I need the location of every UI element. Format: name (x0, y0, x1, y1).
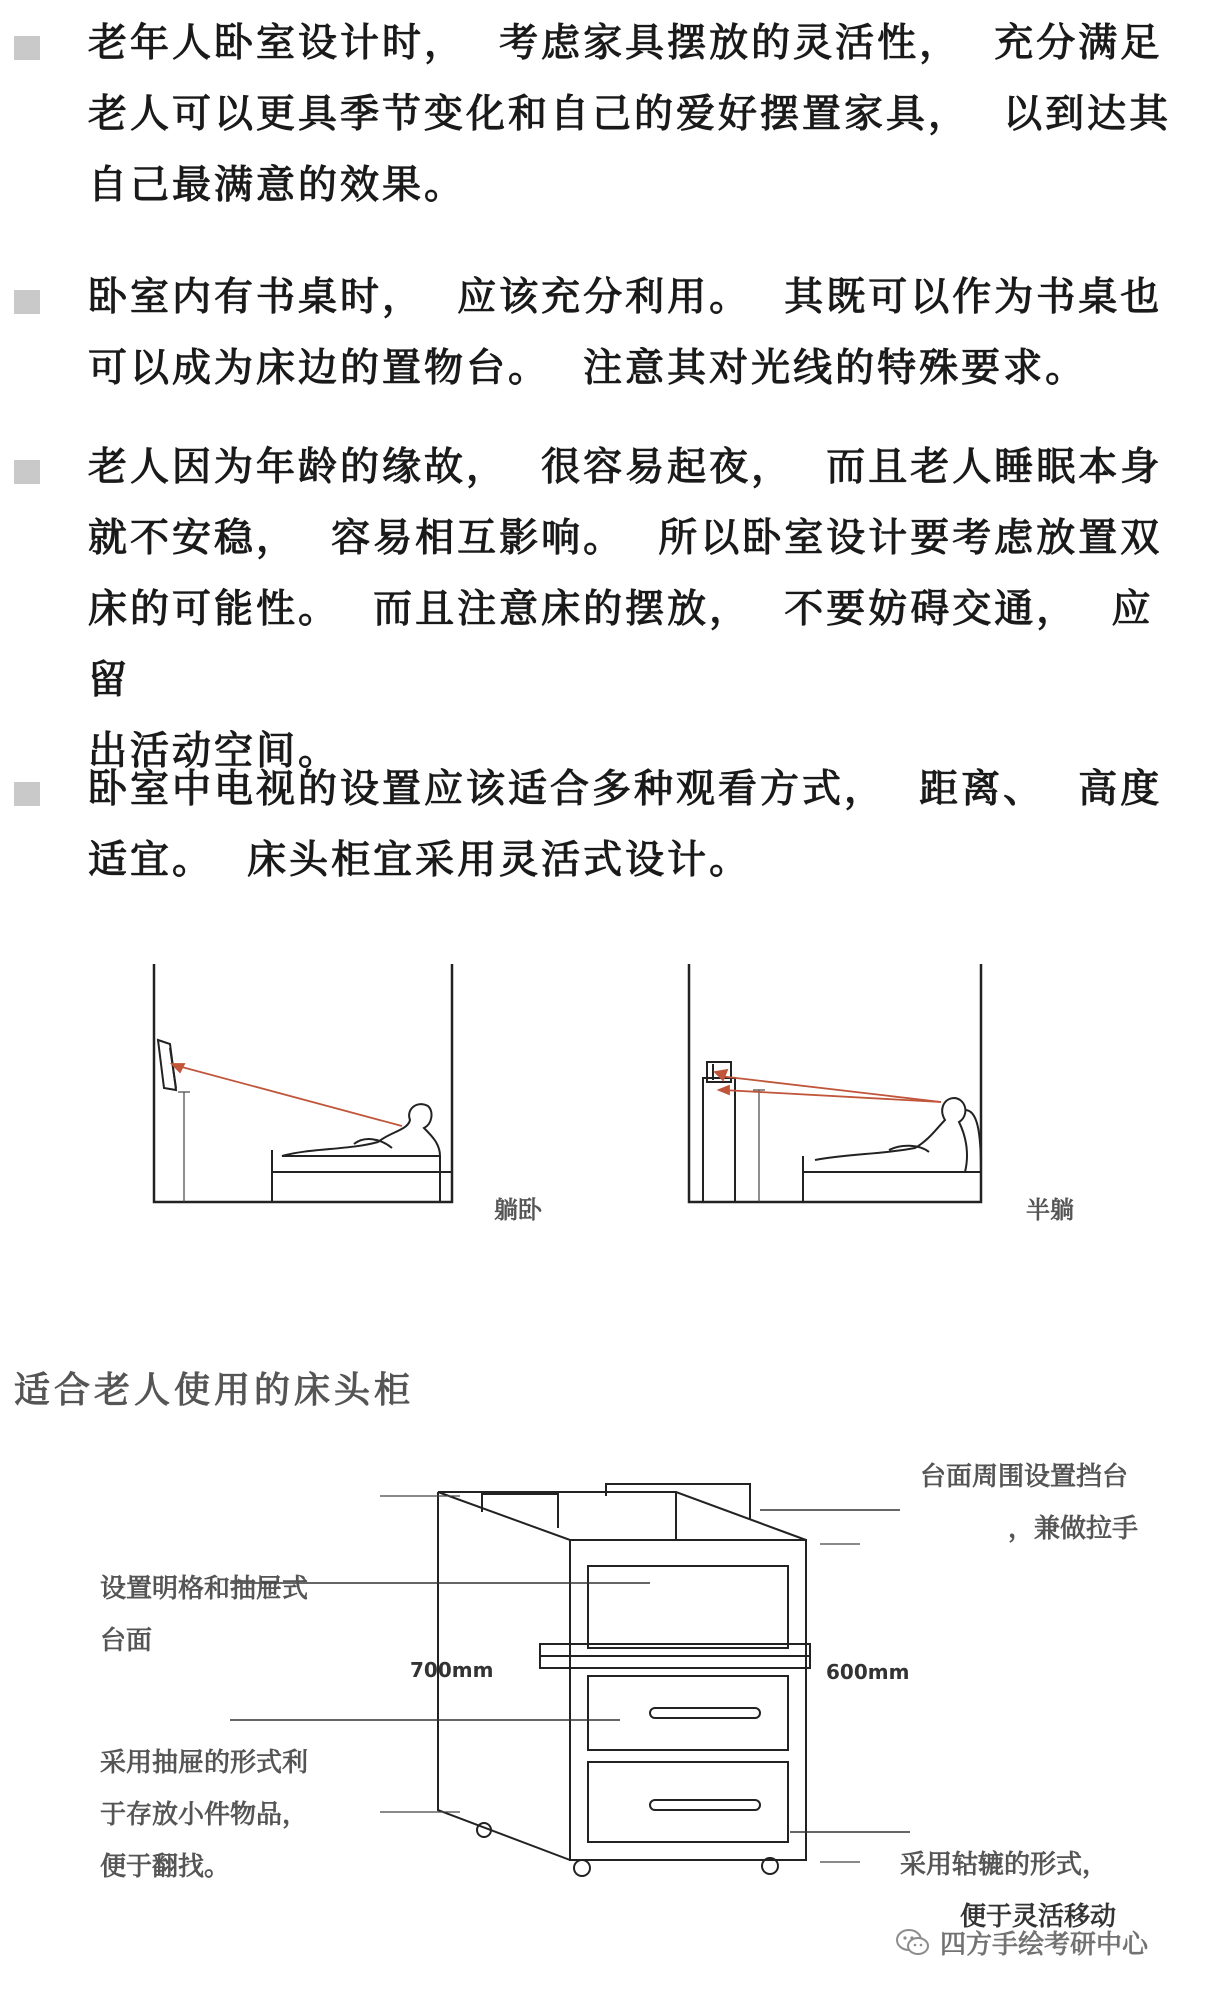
bullet-marker (14, 782, 40, 806)
bullet-text: 老人因为年龄的缘故， 很容易起夜， 而且老人睡眠本身 就不安稳， 容易相互影响。 所以卧室设计要考虑放置双 床的可能性。 而且注意床的摆放， 不要妨碍交通， 应留 出活动空间。 (88, 445, 1163, 774)
wechat-icon (896, 1928, 930, 1958)
note-bottom-right-line1: 采用轱辘的形式， (900, 1850, 1109, 1880)
bullet-text: 卧室内有书桌时， 应该充分利用。 其既可以作为书桌也 可以成为床边的置物台。 注意其对光线的特殊要求。 (88, 275, 1163, 391)
note-top-right-line2: ，兼做拉手 (1008, 1514, 1139, 1544)
diagram-label-lying: 躺卧 (494, 1196, 542, 1224)
bullet-text: 老年人卧室设计时， 考虑家具摆放的灵活性， 充分满足 老人可以更具季节变化和自己的爱好摆置家具， 以到达其 自己最满意的效果。 (88, 21, 1172, 208)
note-left-shelf-line2: 台面 (100, 1626, 153, 1656)
note-top-right-line1: 台面周围设置挡台 (920, 1462, 1129, 1492)
watermark-text: 四方手绘考研中心 (940, 1930, 1149, 1960)
note-bottom-right-line2: 便于灵活移动 (960, 1902, 1117, 1932)
watermark (896, 1924, 1148, 1961)
dimension-label-height-600: 600mm (826, 1660, 910, 1684)
bullet-marker (14, 290, 40, 314)
note-left-shelf-line1: 设置明格和抽屉式 (100, 1574, 309, 1604)
bullet-marker (14, 36, 40, 60)
note-left-drawer-line3: 便于翻找。 (100, 1852, 231, 1882)
tv-viewing-diagram-lying (140, 960, 470, 1210)
bullet-marker (14, 460, 40, 484)
note-left-drawer-line2: 于存放小件物品， (100, 1800, 309, 1830)
tv-viewing-diagram-half-lying (675, 960, 1005, 1210)
note-left-drawer-line1: 采用抽屉的形式利 (100, 1748, 309, 1778)
bullet-text: 卧室中电视的设置应该适合多种观看方式， 距离、 高度 适宜。 床头柜宜采用灵活式设计。 (88, 767, 1163, 883)
section-title: 适合老人使用的床头柜 (14, 1370, 415, 1411)
diagram-label-half-lying: 半躺 (1026, 1196, 1074, 1224)
dimension-label-height-700: 700mm (410, 1658, 494, 1682)
